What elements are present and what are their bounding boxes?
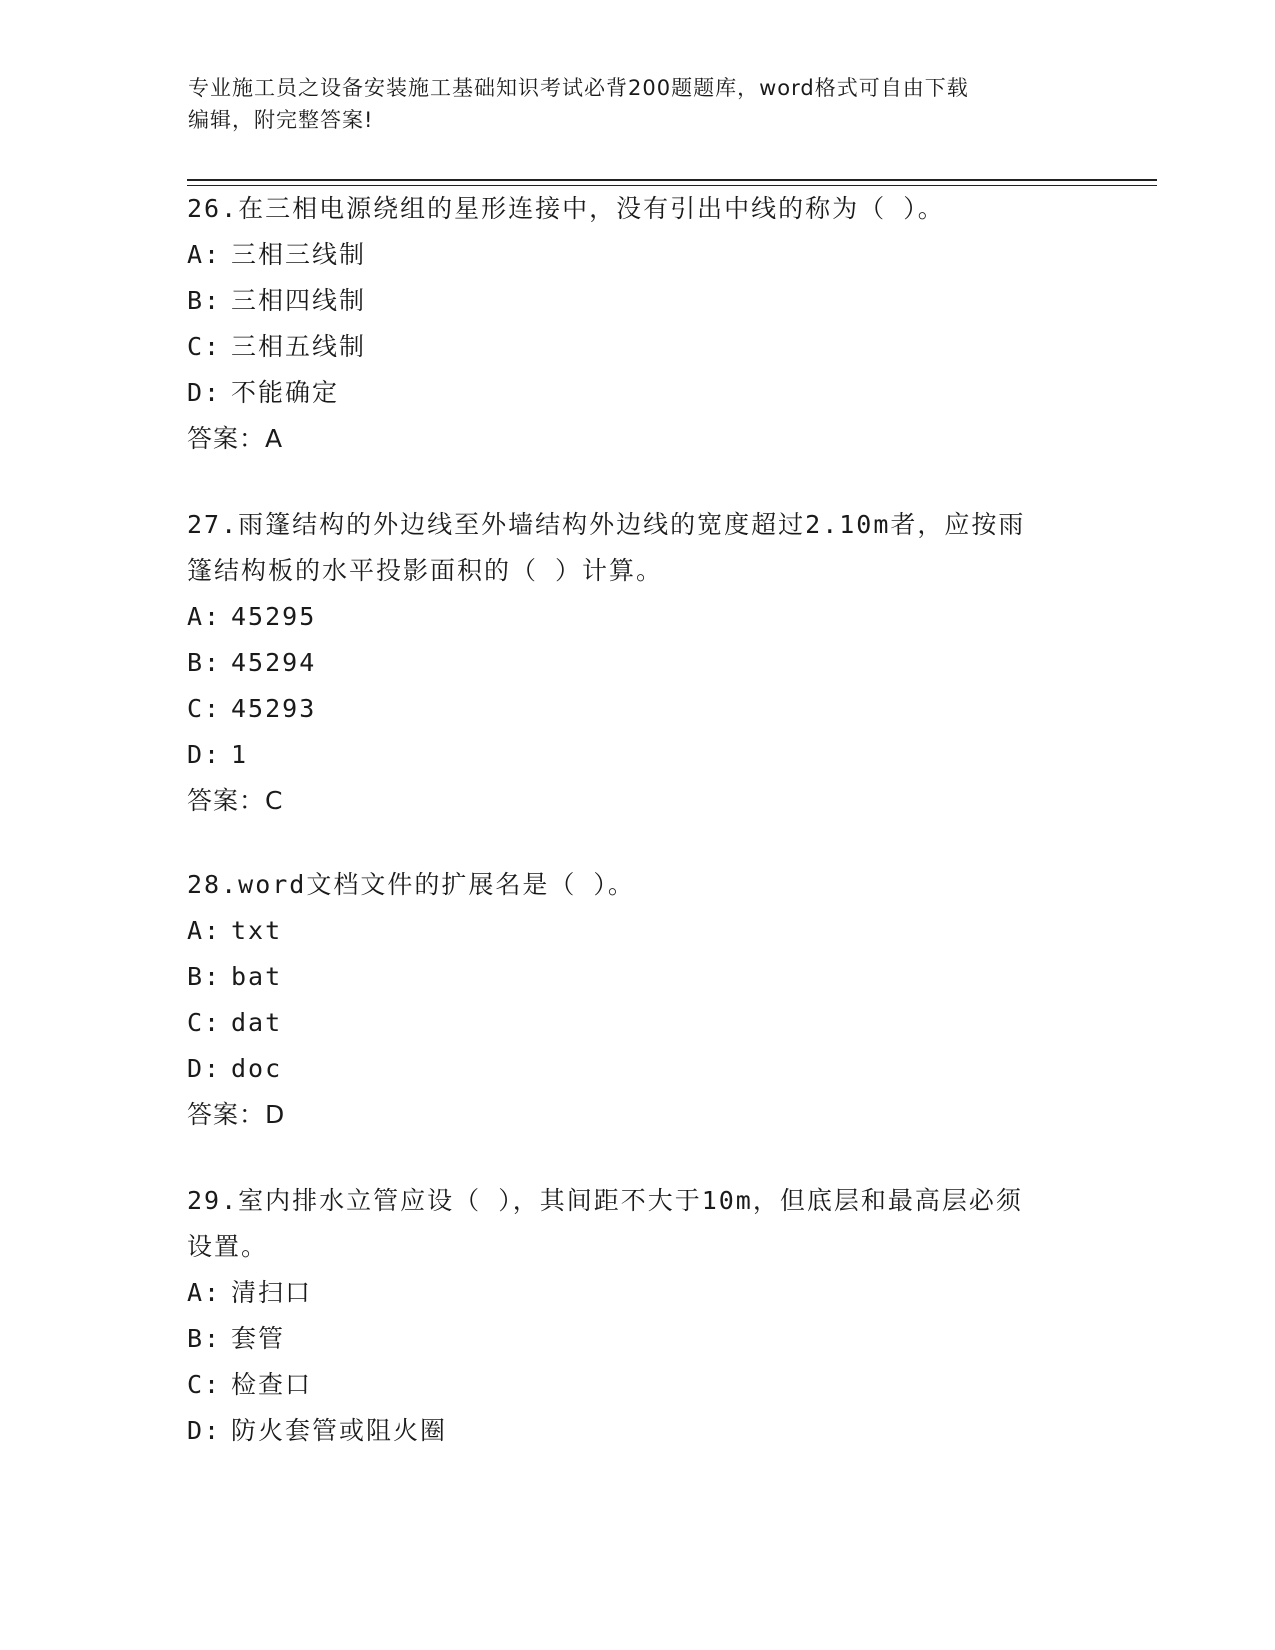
question-stem: 26.在三相电源绕组的星形连接中，没有引出中线的称为（ ）。: [187, 194, 945, 223]
option-a: A: 45295: [187, 602, 317, 631]
answer-label: 答案：C: [187, 786, 284, 815]
option-a: A: 三相三线制: [187, 240, 367, 269]
document-header: [188, 72, 1078, 136]
option-c: C: 三相五线制: [187, 332, 367, 361]
question-stem-line1: 29.室内排水立管应设（ ），其间距不大于10m，但底层和最高层必须: [187, 1186, 1023, 1215]
option-b: B: bat: [187, 962, 283, 991]
question-26: [187, 186, 1087, 462]
option-a: A: 清扫口: [187, 1278, 313, 1307]
option-c: C: 45293: [187, 694, 317, 723]
question-stem-line2: 篷结构板的水平投影面积的（ ）计算。: [187, 556, 664, 585]
question-stem: 28.word文档文件的扩展名是（ ）。: [187, 870, 635, 899]
question-29: [187, 1178, 1087, 1454]
option-d: D: 不能确定: [187, 378, 340, 407]
question-27: [187, 502, 1087, 824]
option-b: B: 三相四线制: [187, 286, 367, 315]
answer-label: 答案：A: [187, 424, 284, 453]
option-d: D: doc: [187, 1054, 283, 1083]
option-b: B: 45294: [187, 648, 317, 677]
option-d: D: 1: [187, 740, 249, 769]
question-stem-line2: 设置。: [187, 1232, 269, 1261]
header-divider: [187, 179, 1157, 181]
header-title-line2: 编辑，附完整答案!: [188, 108, 374, 132]
option-c: C: dat: [187, 1008, 283, 1037]
option-a: A: txt: [187, 916, 283, 945]
option-d: D: 防火套管或阻火圈: [187, 1416, 448, 1445]
option-c: C: 检查口: [187, 1370, 313, 1399]
answer-label: 答案：D: [187, 1100, 286, 1129]
question-stem-line1: 27.雨篷结构的外边线至外墙结构外边线的宽度超过2.10m者，应按雨: [187, 510, 1026, 539]
question-28: [187, 862, 1087, 1138]
header-title-line1: 专业施工员之设备安装施工基础知识考试必背200题题库，word格式可自由下载: [188, 76, 969, 100]
option-b: B: 套管: [187, 1324, 286, 1353]
